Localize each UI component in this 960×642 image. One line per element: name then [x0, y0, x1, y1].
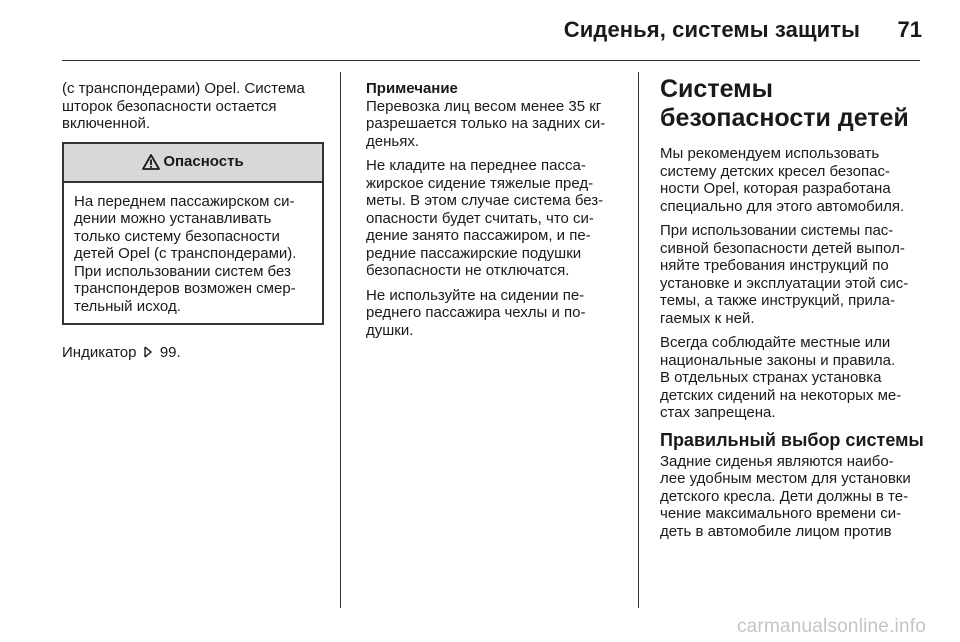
text-line: сивной безопасности детей выпол- [660, 239, 905, 257]
warning-triangle-icon [142, 154, 160, 170]
column-middle [366, 80, 628, 346]
text-line: детского кресла. Дети должны в те- [660, 487, 909, 505]
note-title: Примечание [366, 80, 458, 97]
column-divider-2 [638, 72, 639, 608]
text-line: На переднем пассажирском си- [74, 192, 295, 210]
note-paragraph [366, 157, 628, 280]
text-line: В отдельных странах установка [660, 369, 882, 386]
text-line: систему детских кресел безопас- [660, 162, 890, 180]
watermark: carmanualsonline.info [736, 616, 926, 637]
text-line: Перевозка лиц весом менее 35 кг [366, 97, 602, 115]
text-line: дении можно устанавливать [74, 210, 272, 227]
text-line: няйте требования инструкций по [660, 257, 889, 274]
text-line: стах запрещена. [660, 404, 776, 421]
text-line: детей Opel (с транспондерами). [74, 245, 297, 262]
warning-title: Опасность [163, 153, 244, 171]
text-line: жирское сидение тяжелые пред- [366, 174, 594, 192]
text-line: специально для этого автомобиля. [660, 197, 905, 215]
section-title-line: безопасности детей [660, 104, 909, 132]
text-line: национальные законы и правила. [660, 351, 896, 369]
warning-header [64, 144, 322, 183]
page-number: 71 [897, 17, 922, 42]
text-line: лее удобным местом для установки [660, 470, 911, 487]
text-line: разрешается только на задних си- [366, 115, 606, 132]
text-line: тельный исход. [74, 297, 181, 315]
section-title-line: Системы [660, 75, 773, 103]
page-reference-arrow-icon [143, 346, 153, 358]
page-header-title: Сиденья, системы защиты [563, 17, 860, 42]
subsection-title: Правильный выбор системы [660, 429, 924, 450]
text-line: Не используйте на сидении пе- [366, 286, 585, 304]
text-line: меты. В этом случае система без- [366, 192, 604, 209]
intro-paragraph [62, 80, 330, 133]
text-line: ности Opel, которая разработана [660, 180, 891, 197]
text-line: реднего пассажира чехлы и по- [366, 304, 586, 321]
column-divider-1 [340, 72, 341, 608]
text-line: опасности будет считать, что си- [366, 209, 594, 227]
text-line: шторок безопасности остается [62, 97, 277, 115]
text-line: транспондеров возможен смер- [74, 280, 296, 297]
text-line: При использовании систем без [74, 262, 291, 280]
indicator-label: Индикатор [62, 344, 137, 361]
text-line: деньях. [366, 132, 419, 150]
text-line: гаемых к ней. [660, 309, 755, 327]
body-paragraph [660, 145, 930, 215]
text-line: чение максимального времени си- [660, 505, 902, 522]
text-line: Мы рекомендуем использовать [660, 145, 880, 162]
text-line: дение занято пассажиром, и пе- [366, 227, 591, 244]
body-paragraph [660, 453, 930, 541]
indicator-reference [62, 344, 330, 362]
text-line: (с транспондерами) Opel. Система [62, 80, 305, 97]
danger-warning-box [62, 142, 324, 326]
text-line: При использовании системы пас- [660, 222, 894, 239]
column-right [660, 75, 930, 547]
indicator-page-link[interactable]: 99. [159, 344, 181, 361]
text-line: Не кладите на переднее пасса- [366, 157, 586, 174]
column-left [62, 80, 330, 362]
text-line: безопасности не отключатся. [366, 262, 570, 279]
text-line: детских сидений на некоторых ме- [660, 386, 902, 404]
text-line: только систему безопасности [74, 227, 280, 245]
warning-body [64, 183, 322, 324]
text-line: включенной. [62, 115, 150, 132]
text-line: деть в автомобиле лицом против [660, 522, 892, 540]
note-paragraph [366, 98, 628, 151]
text-line: темы, а также инструкций, прила- [660, 292, 896, 309]
text-line: Задние сиденья являются наибо- [660, 452, 894, 470]
text-line: установке и эксплуатации этой сис- [660, 274, 909, 292]
body-paragraph [660, 222, 930, 327]
section-title [660, 75, 930, 133]
header-divider [62, 60, 920, 61]
text-line: редние пассажирские подушки [366, 244, 582, 262]
text-line: душки. [366, 321, 414, 339]
body-paragraph [660, 334, 930, 422]
note-paragraph [366, 287, 628, 340]
text-line: Всегда соблюдайте местные или [660, 334, 891, 351]
